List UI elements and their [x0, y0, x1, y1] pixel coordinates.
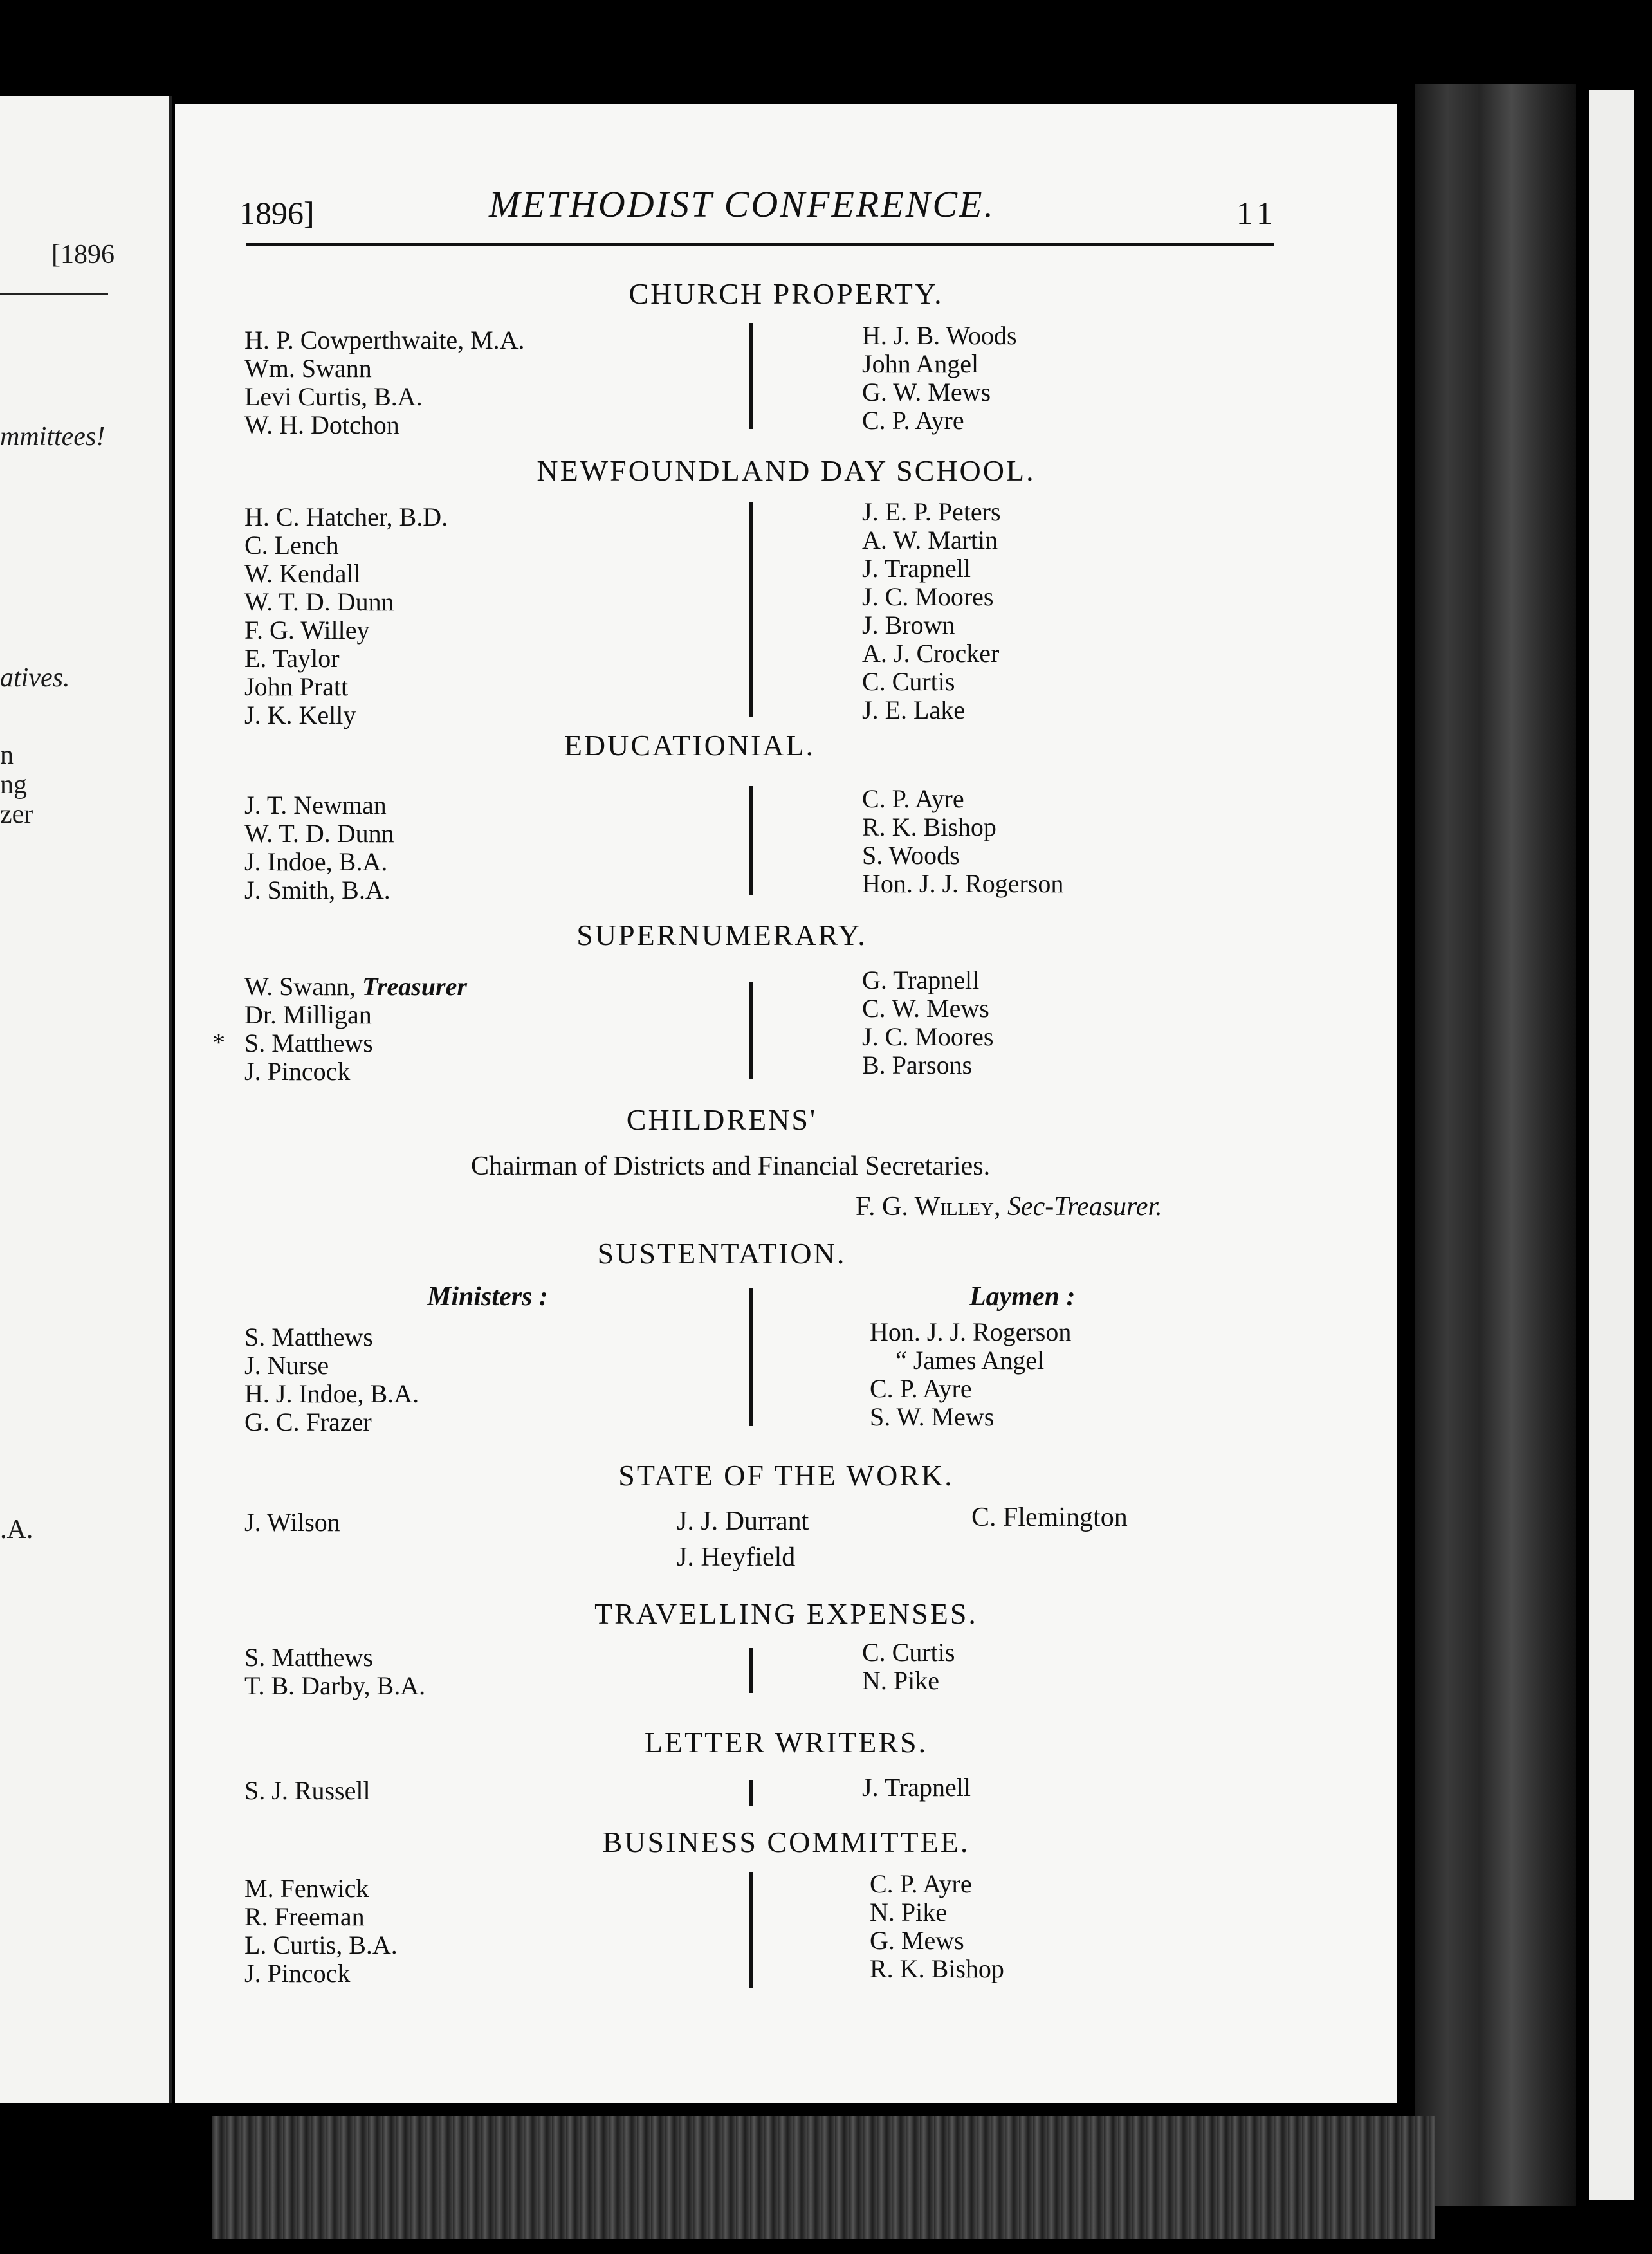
list-item: R. Freeman	[244, 1902, 365, 1931]
list-item: C. P. Ayre	[870, 1869, 972, 1898]
column-divider	[749, 1872, 753, 1988]
list-item: H. P. Cowperthwaite, M.A.	[244, 325, 525, 354]
list-item: S. Matthews	[244, 1029, 373, 1058]
state-of-work-col2	[677, 1503, 809, 1575]
sustentation-ministers-list	[244, 1323, 419, 1436]
childrens-secretary-line	[856, 1191, 1162, 1222]
list-item: G. W. Mews	[862, 378, 991, 407]
list-item: M. Fenwick	[244, 1874, 369, 1903]
list-item: H. J. B. Woods	[862, 321, 1017, 350]
list-item: A. J. Crocker	[862, 639, 1000, 668]
section-title-church-property: CHURCH PROPERTY.	[629, 277, 944, 310]
list-item: C. W. Mews	[862, 994, 989, 1023]
list-item: S. Woods	[862, 841, 960, 870]
list-item: J. E. Lake	[862, 695, 965, 724]
list-item: C. P. Ayre	[870, 1374, 972, 1403]
travelling-left-list	[244, 1644, 425, 1700]
facing-page-text-a: .A.	[0, 1515, 33, 1544]
list-item: G. Trapnell	[862, 966, 980, 994]
list-item: C. Curtis	[862, 1638, 955, 1667]
list-item	[244, 973, 467, 1001]
church-property-left-list	[244, 326, 525, 439]
list-item: Hon. J. J. Rogerson	[862, 869, 1064, 898]
list-item: C. Flemington	[971, 1503, 1128, 1532]
list-item: L. Curtis, B.A.	[244, 1930, 398, 1959]
list-item: J. Pincock	[244, 1057, 351, 1086]
list-item: W. H. Dotchon	[244, 410, 399, 439]
list-item: N. Pike	[870, 1898, 947, 1927]
sustentation-laymen-list	[870, 1318, 1071, 1431]
header-rule	[246, 243, 1274, 246]
list-item: W. Kendall	[244, 559, 361, 588]
business-committee-left-list	[244, 1874, 398, 1988]
list-item: S. J. Russell	[244, 1776, 371, 1805]
column-divider	[749, 982, 753, 1079]
list-item: S. Matthews	[244, 1643, 373, 1672]
facing-page-rule	[0, 293, 108, 295]
page-number: 11	[1236, 195, 1278, 231]
running-header-year: 1896]	[239, 195, 315, 231]
section-title-travelling-expenses: TRAVELLING EXPENSES.	[594, 1597, 978, 1630]
facing-page-text-zer: zer	[0, 800, 33, 829]
list-item: C. P. Ayre	[862, 784, 964, 813]
list-item: Wm. Swann	[244, 354, 372, 383]
section-title-newfoundland-day-school: NEWFOUNDLAND DAY SCHOOL.	[537, 454, 1036, 487]
list-item: “ James Angel	[895, 1346, 1045, 1375]
state-of-work-col3	[971, 1503, 1128, 1532]
list-item: J. J. Durrant	[677, 1507, 809, 1536]
travelling-right-list	[862, 1638, 955, 1695]
list-item: F. G. Willey	[244, 616, 370, 645]
list-item: C. Curtis	[862, 667, 955, 696]
list-item: B. Parsons	[862, 1050, 973, 1079]
list-item: J. Smith, B.A.	[244, 875, 390, 904]
list-item: J. Nurse	[244, 1351, 329, 1380]
laymen-label: Laymen :	[969, 1282, 1076, 1312]
member-name: W. Swann,	[244, 972, 362, 1001]
day-school-right-list	[862, 498, 1001, 724]
list-item: C. P. Ayre	[862, 406, 964, 435]
list-item: John Angel	[862, 349, 979, 378]
list-item: J. Heyfield	[677, 1543, 796, 1572]
member-role: Treasurer	[362, 972, 467, 1001]
list-item: Levi Curtis, B.A.	[244, 382, 423, 411]
list-item: H. J. Indoe, B.A.	[244, 1379, 419, 1408]
column-divider	[749, 1648, 753, 1693]
section-title-state-of-the-work: STATE OF THE WORK.	[618, 1459, 954, 1492]
column-divider	[749, 502, 753, 717]
section-title-letter-writers: LETTER WRITERS.	[644, 1726, 928, 1759]
column-divider	[749, 323, 753, 429]
educational-left-list	[244, 791, 394, 904]
letter-writers-left-list	[244, 1777, 371, 1805]
list-item: R. K. Bishop	[870, 1954, 1004, 1983]
facing-page-text-tives: atives.	[0, 663, 70, 693]
list-item: J. K. Kelly	[244, 701, 356, 729]
list-item: J. C. Moores	[862, 582, 994, 611]
asterisk-marker: *	[212, 1028, 225, 1057]
list-item: S. W. Mews	[870, 1402, 995, 1431]
list-item: J. E. P. Peters	[862, 497, 1001, 526]
list-item: J. T. Newman	[244, 791, 387, 820]
list-item: W. T. D. Dunn	[244, 587, 394, 616]
list-item: S. Matthews	[244, 1323, 373, 1351]
facing-page-text-ng: ng	[0, 770, 27, 800]
state-of-work-col1	[244, 1508, 340, 1537]
facing-page-text-n: n	[0, 740, 14, 770]
document-page	[175, 104, 1397, 2103]
column-divider	[749, 1288, 753, 1426]
list-item: R. K. Bishop	[862, 812, 996, 841]
book-page-edge	[1415, 84, 1576, 2206]
list-item: E. Taylor	[244, 644, 340, 673]
list-item: G. C. Frazer	[244, 1407, 372, 1436]
list-item: W. T. D. Dunn	[244, 819, 394, 848]
letter-writers-right-list	[862, 1773, 971, 1802]
list-item: J. Pincock	[244, 1959, 351, 1988]
column-divider	[749, 786, 753, 895]
list-item: Dr. Milligan	[244, 1000, 372, 1029]
facing-page-text-committees: mmittees!	[0, 422, 106, 452]
list-item: Hon. J. J. Rogerson	[870, 1317, 1072, 1346]
facing-page-year: [1896	[51, 240, 115, 270]
section-title-business-committee: BUSINESS COMMITTEE.	[602, 1826, 970, 1858]
list-item: J. Brown	[862, 610, 955, 639]
day-school-left-list	[244, 503, 448, 729]
list-item: G. Mews	[870, 1926, 964, 1955]
list-item: H. C. Hatcher, B.D.	[244, 502, 448, 531]
business-committee-right-list	[870, 1870, 1004, 1983]
column-divider	[749, 1780, 753, 1806]
list-item: John Pratt	[244, 672, 349, 701]
list-item: J. Indoe, B.A.	[244, 847, 388, 876]
section-title-childrens: CHILDRENS'	[626, 1103, 818, 1136]
section-title-educational: EDUCATIONIAL.	[564, 729, 816, 762]
secretary-role: Sec-Treasurer.	[1007, 1192, 1162, 1222]
section-title-sustentation: SUSTENTATION.	[597, 1237, 847, 1270]
supernumerary-right-list	[862, 966, 993, 1079]
list-item: J. C. Moores	[862, 1022, 994, 1051]
list-item: T. B. Darby, B.A.	[244, 1671, 426, 1700]
church-property-right-list	[862, 322, 1017, 435]
supernumerary-left-list	[244, 973, 467, 1086]
secretary-name: F. G. Willey,	[856, 1192, 1001, 1222]
list-item: C. Lench	[244, 531, 339, 560]
running-header-title: METHODIST CONFERENCE.	[489, 183, 995, 225]
book-cover-edge	[1589, 90, 1634, 2200]
list-item: J. Wilson	[244, 1508, 340, 1537]
facing-page-fragment	[0, 96, 172, 2103]
list-item: J. Trapnell	[862, 1773, 971, 1802]
list-item: J. Trapnell	[862, 554, 971, 583]
list-item: A. W. Martin	[862, 526, 998, 554]
section-title-supernumerary: SUPERNUMERARY.	[576, 919, 867, 951]
book-bottom-edge	[212, 2116, 1435, 2239]
educational-right-list	[862, 785, 1063, 898]
ministers-label: Ministers :	[427, 1282, 548, 1312]
list-item: N. Pike	[862, 1666, 939, 1695]
childrens-members-line: Chairman of Districts and Financial Secretaries.	[471, 1151, 991, 1181]
